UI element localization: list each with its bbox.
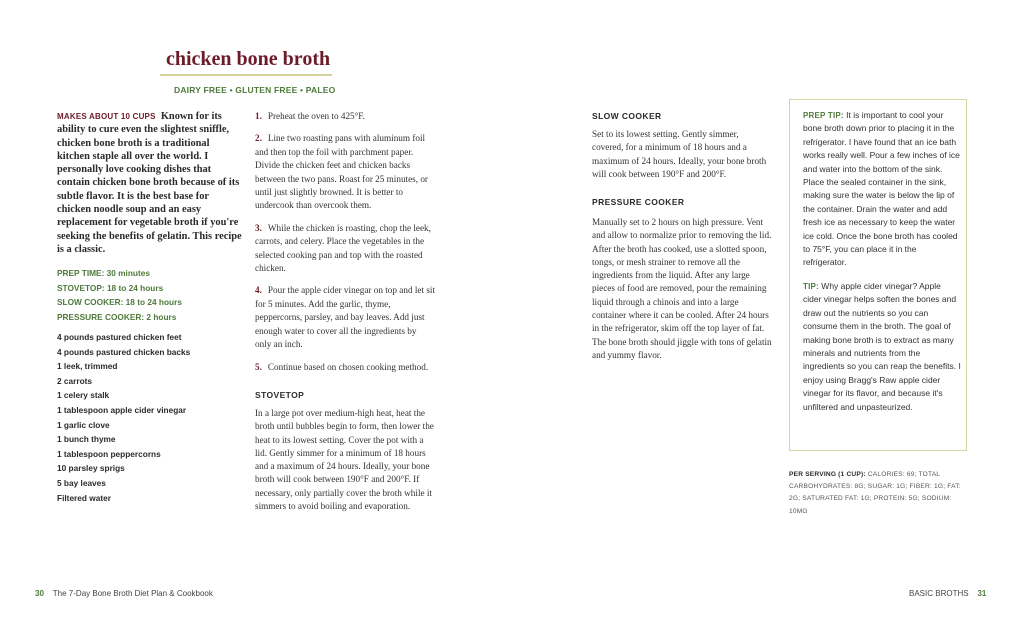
step-number: 3. (255, 222, 262, 233)
right-footer (909, 589, 986, 598)
step-4 (255, 284, 435, 351)
step-text: While the chicken is roasting, chop the leek, carrots, and celery. Place the vegetables in the selected cooking pan and top with the roasted chicken. (255, 222, 431, 274)
ingredient-item: 1 leek, trimmed (57, 361, 118, 372)
step-text: Pour the apple cider vinegar on top and let sit for 5 minutes. Add the garlic, thyme, peppercorns, parsley, and bay leaves. Add just enough water to cover all the ingredients by only an inch. (255, 285, 436, 350)
step-number: 1. (255, 111, 262, 121)
slow-cooker-time: SLOW COOKER: 18 to 24 hours (57, 297, 182, 308)
step-number: 5. (255, 361, 262, 372)
ingredient-item: 1 celery stalk (57, 390, 110, 401)
prep-tip (803, 109, 961, 270)
pressure-cooker-text: Manually set to 2 hours on high pressure. Vent and allow to normalize prior to removing the lid. After the broth has cooked, use a slotted spoon, tongs, or mesh strainer to remove all the ingredients from the liquid. After any large pieces of food are removed, pour the remaining liquid through a chinois and into a large container where it can be cooled. After 24 hours in the refrigerator, skim off the top layer of fat. The bone broth should jiggle with tons of gelatin and yummy flavor. (592, 217, 772, 360)
intro-paragraph (57, 110, 242, 256)
slow-cooker-text: Set to its lowest setting. Gently simmer, covered, for a minimum of 18 hours and a maximum of 24 hours. Ideally, your bone broth will cook between 190°F and 200°F. (592, 129, 767, 179)
step-3 (255, 222, 435, 276)
ingredient-item: 1 tablespoon peppercorns (57, 448, 161, 459)
title-underline (160, 74, 332, 76)
nutrition-info (789, 469, 971, 518)
ingredient-item: 1 tablespoon apple cider vinegar (57, 404, 187, 415)
diet-tags: DAIRY FREE • GLUTEN FREE • PALEO (174, 85, 336, 95)
prep-time: PREP TIME: 30 minutes (57, 268, 150, 278)
left-footer (35, 589, 213, 598)
step-1 (255, 110, 435, 123)
step-text: Preheat the oven to 425°F. (267, 111, 365, 121)
step-text: Continue based on chosen cooking method. (267, 361, 429, 372)
method-steps (255, 110, 435, 383)
left-page-number: 30 (35, 589, 44, 598)
ingredient-item: 10 parsley sprigs (57, 463, 125, 474)
section-title: BASIC BROTHS (909, 589, 969, 598)
recipe-title: chicken bone broth (166, 48, 331, 70)
ingredient-item: 5 bay leaves (57, 477, 106, 488)
ingredient-item: 4 pounds pastured chicken feet (57, 332, 182, 342)
book-title: The 7-Day Bone Broth Diet Plan & Cookbook (52, 589, 213, 598)
pressure-cooker-heading: PRESSURE COOKER (592, 197, 685, 207)
step-5 (255, 361, 435, 374)
ingredient-item: 1 garlic clove (57, 419, 110, 430)
tips (803, 109, 961, 424)
ingredient-item: 2 carrots (57, 375, 93, 386)
ingredient-list (57, 330, 247, 505)
prep-tip-label: PREP TIP: (803, 111, 844, 120)
prep-tip-text: It is important to cool your bone broth down prior to placing it in the refrigerator. I have found that an ice bath works really well. Pour a few inches of ice and water into the bottom of the sink. Place the sealed container in the sink, making sure the water is below the lip of the container. Drain the water and add fresh ice as necessary to keep the water ice cold. Once the bone broth has cooled to 75°F, you can place it in the refrigerator. (803, 110, 960, 268)
stovetop-text: In a large pot over medium-high heat, heat the broth until bubbles begin to form, then lower the heat to its lowest setting. Cover the pot with a lid. Gently simmer for a minimum of 18 hours and a maximum of 24 hours. Ideally, your bone broth will cook between 190°F and 200°F. If necessary, only partially cover the broth while it simmers to avoid boiling and evaporation. (255, 408, 434, 512)
step-number: 2. (255, 133, 262, 144)
pressure-cooker-time: PRESSURE COOKER: 2 hours (57, 311, 177, 322)
cook-times (57, 266, 247, 324)
stovetop-time: STOVETOP: 18 to 24 hours (57, 282, 164, 293)
intro-text: Known for its ability to cure even the slightest sniffle, chicken bone broth is a traditional kitchen staple all over the world. I personally love cooking dishes that contain chicken bone broth because of its subtle flavor. It is the best base for chicken noodle soup and an easy replacement for vegetable broth if you're seeking the benefits of gelatin. This recipe is a classic. (57, 111, 242, 255)
stovetop-heading: STOVETOP (255, 390, 305, 400)
step-text: Line two roasting pans with aluminum foil and then top the foil with parchment paper. Divide the chicken feet and chicken backs between the two pans. Roast for 25 minutes, or until just slightly browned. It is better to undercook than overcook them. (255, 133, 428, 211)
ingredient-item: Filtered water (57, 492, 111, 503)
vinegar-tip (803, 280, 961, 414)
right-page-number: 31 (977, 589, 987, 598)
yield-label: MAKES ABOUT 10 CUPS (57, 112, 156, 121)
tip-label: TIP: (803, 281, 819, 291)
ingredient-item: 1 bunch thyme (57, 434, 116, 445)
step-2 (255, 132, 435, 212)
step-number: 4. (255, 285, 262, 296)
ingredient-item: 4 pounds pastured chicken backs (57, 346, 191, 357)
nutrition-text: CALORIES: 69; TOTAL CARBOHYDRATES: 8G; SUGAR: 1G; FIBER: 1G; FAT: 2G; SATURATED FAT: 1G; PROTEIN: 5G; SODIUM: 10MG (789, 471, 961, 515)
tip-text: Why apple cider vinegar? Apple cider vinegar helps soften the bones and draw out the nutrients so you can consume them in the broth. The goal of making bone broth is to extract as many minerals and nutrients from the ingredients so you can reap the benefits. I enjoy using Bragg's Raw apple cider vinegar for its flavor, and because it's unfiltered and unpasteurized. (803, 280, 961, 412)
slow-cooker-heading: SLOW COOKER (592, 111, 662, 121)
nutrition-label: PER SERVING (1 CUP): (789, 471, 866, 478)
